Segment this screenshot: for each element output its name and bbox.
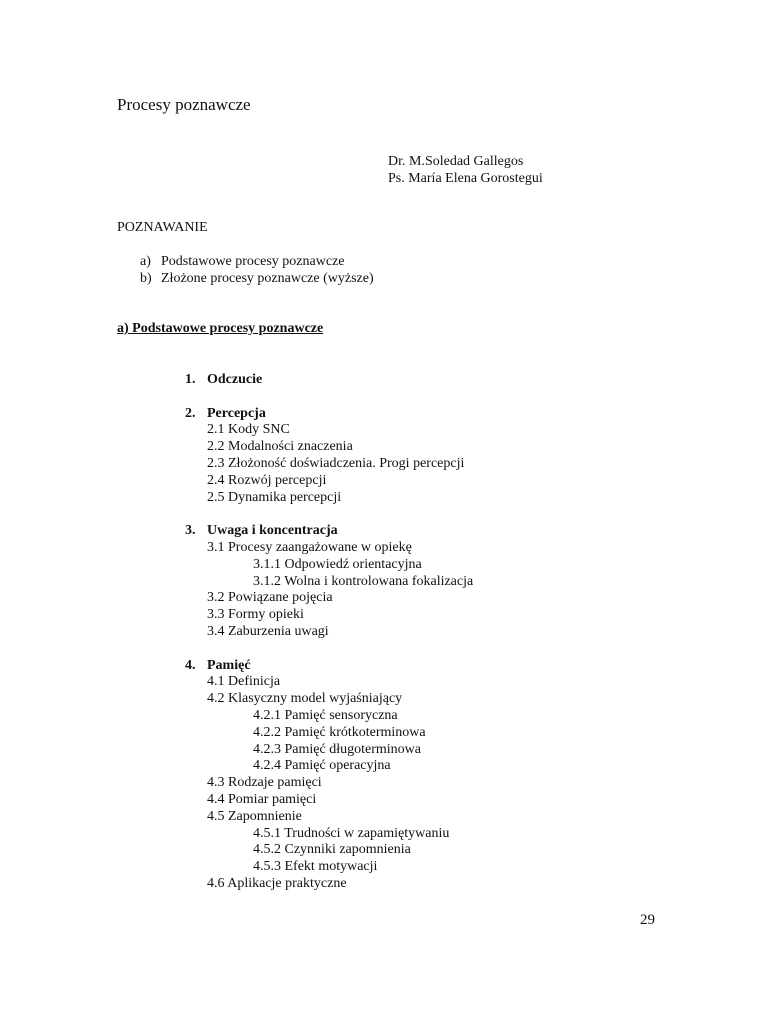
author-name: Dr. M.Soledad Gallegos (388, 154, 524, 169)
outline-item: 3.3 Formy opieki (207, 607, 304, 623)
outline-subitem: 3.1.1 Odpowiedź orientacyjna (253, 556, 422, 572)
outline-item: 4.4 Pomiar pamięci (207, 791, 317, 807)
page-number: 29 (640, 912, 655, 928)
author-name: Ps. María Elena Gorostegui (388, 171, 543, 186)
outline-subitem: 4.2.1 Pamięć sensoryczna (253, 707, 398, 723)
outline-subitem: 4.5.2 Czynniki zapomnienia (253, 842, 411, 858)
outline-subitem: 4.5.1 Trudności w zapamiętywaniu (253, 825, 450, 841)
spacer (185, 506, 473, 523)
outline-item: 3.2 Powiązane pojęcia (207, 590, 333, 606)
topic-title: Odczucie (207, 372, 263, 387)
topic-heading (185, 406, 473, 423)
category-text: Podstawowe procesy poznawcze (161, 254, 345, 269)
section-heading: POZNAWANIE (117, 220, 208, 235)
category-label: a) (140, 254, 151, 269)
outline-item: 3.1 Procesy zaangażowane w opiekę (207, 539, 412, 555)
outline-subitem: 4.2.3 Pamięć długoterminowa (253, 741, 421, 757)
topic-number: 4. (185, 657, 196, 673)
outline-item: 2.3 Złożoność doświadczenia. Progi percepcji (207, 455, 465, 471)
document-title: Procesy poznawcze (117, 95, 251, 114)
outline-item: 4.6 Aplikacje praktyczne (207, 875, 347, 891)
topic-title: Uwaga i koncentracja (207, 523, 338, 539)
outline-item: 3.4 Zaburzenia uwagi (207, 623, 329, 639)
subsection-title: a) Podstawowe procesy poznawcze (117, 321, 324, 336)
outline-subitem: 4.2.4 Pamięć operacyjna (253, 758, 391, 774)
topic-title: Pamięć (207, 657, 251, 673)
outline-subitem: 4.2.2 Pamięć krótkoterminowa (253, 724, 426, 740)
category-label: b) (140, 271, 152, 286)
outline-item: 4.3 Rodzaje pamięci (207, 775, 322, 791)
table-of-contents (185, 372, 473, 893)
outline-item: 4.2 Klasyczny model wyjaśniający (207, 691, 403, 707)
topic-number: 2. (185, 405, 196, 421)
category-text: Złożone procesy poznawcze (wyższe) (161, 271, 374, 286)
outline-item: 2.4 Rozwój percepcji (207, 472, 327, 488)
category-list (140, 253, 374, 287)
author-block (388, 153, 543, 187)
topic-heading (185, 372, 473, 389)
outline-item: 2.2 Modalności znaczenia (207, 439, 353, 455)
topic-title: Percepcja (207, 405, 266, 421)
outline-item: 4.5 Zapomnienie (207, 808, 302, 824)
category-item (140, 253, 374, 270)
outline-subitem: 4.5.3 Efekt motywacji (253, 859, 378, 875)
topic-number: 1. (185, 372, 196, 387)
topic-number: 3. (185, 523, 196, 539)
outline-item: 2.5 Dynamika percepcji (207, 489, 342, 505)
topic-heading (185, 658, 473, 675)
topic-heading (185, 523, 473, 540)
outline-item: 2.1 Kody SNC (207, 422, 290, 438)
spacer (185, 389, 473, 406)
category-item (140, 270, 374, 287)
spacer (185, 641, 473, 658)
outline-item: 4.1 Definicja (207, 674, 281, 690)
outline-subitem: 3.1.2 Wolna i kontrolowana fokalizacja (253, 573, 474, 589)
